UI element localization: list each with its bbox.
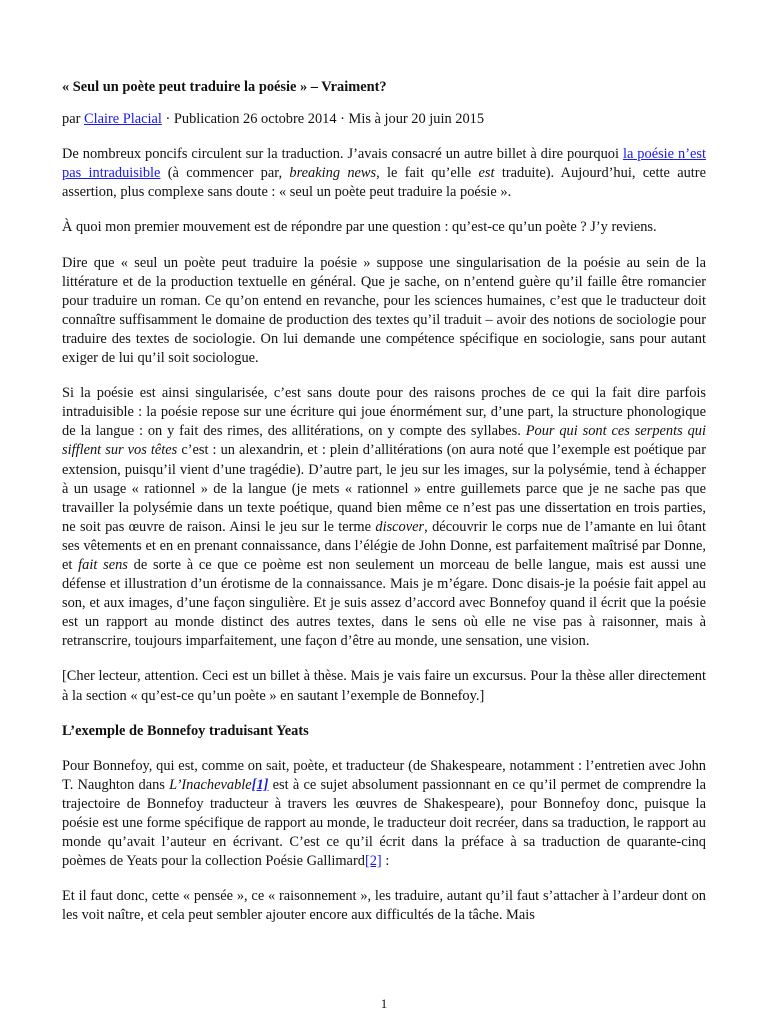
p1-text-c: , le fait qu’elle <box>376 165 479 182</box>
footnote-link-1[interactable]: [1] <box>251 776 269 793</box>
paragraph-4 <box>62 384 706 651</box>
p6-book-title: L’Inachevable <box>169 776 252 793</box>
paragraph-6 <box>62 757 706 872</box>
p4-text-a: Si la poésie est ainsi singularisée, c’est sans doute pour des raisons proches de ce qui la fait dire parfois intraduisible : la poésie repose sur une écriture qui joue énormément sur, d’une part, la structure phonologique de la langue : on y fait des rimes, des allitérations, on y compte des syllabes. <box>62 385 706 440</box>
p4-text-b: c’est : un alexandrin, et : plein d’allitérations (on aura noté que l’exemple est poétique par extension, puisqu’il vient d’une tragédie). D’autre part, le jeu sur les images, sur la polysémie, tend à échapper à un usage « rationnel » de la langue (je mets « rationnel » entre guillemets parce que je ne sache pas que travailler la polysémie dans un texte poétique, quand bien même ce n’est pas une dissertation en trois parties, ne soit pas œuvre de raison. Ainsi le jeu sur le terme <box>62 442 706 535</box>
byline <box>62 110 706 129</box>
document-page <box>62 78 706 925</box>
p6-text-b: est à ce sujet absolument passionnant en ce qu’il permet de comprendre la trajectoire de Bonnefoy traducteur à travers les œuvres de Shakespeare), pour Bonnefoy donc, puisque la poésie est une forme spécifique de rapport au monde, le traducteur doit recréer, dans sa traduction, le rapport au monde qu’avait l’auteur en écrivant. C’est ce qu’il écrit dans la préface à sa traduction de quarante-cinq poèmes de Yeats pour la collection Poésie Gallimard <box>62 776 706 870</box>
p1-text-a: De nombreux poncifs circulent sur la traduction. J’avais consacré un autre billet à dire pourquoi <box>62 146 623 163</box>
intraduisible-link[interactable]: la poésie n’est pas intraduisible <box>62 146 707 182</box>
p1-emphasis-est: est <box>478 165 495 182</box>
p4-text-d: de sorte à ce que ce poème est non seulement un morceau de belle langue, mais est aussi une défense et illustration d’un érotisme de la connaissance. Mais je m’égare. Donc disais-je la poésie fait appel au son, et aux images, d’une façon singulière. Et je suis assez d’accord avec Bonnefoy quand il écrit que la poésie est un rapport au monde distinct des autres textes, dans le sens où elle ne vise pas à raisonner, mais à retranscrire, toujours imparfaitement, une façon d’être au monde, une sensation, une vision. <box>62 556 707 650</box>
p4-emphasis-fait-sens: fait sens <box>78 556 128 573</box>
paragraph-2: À quoi mon premier mouvement est de répondre par une question : qu’est-ce qu’un poète ? J’y reviens. <box>62 219 657 236</box>
section-heading: L’exemple de Bonnefoy traduisant Yeats <box>62 722 309 739</box>
page-number: 1 <box>380 996 388 1011</box>
p4-quote-alexandrin: Pour qui sont ces serpents qui sifflent sur vos têtes <box>62 423 706 459</box>
p1-text-b: (à commencer par, <box>160 165 290 182</box>
byline-prefix: par <box>62 111 84 128</box>
author-link[interactable]: Claire Placial <box>83 111 162 128</box>
p4-emphasis-discover: discover <box>375 518 425 535</box>
paragraph-7: Et il faut donc, cette « pensée », ce « raisonnement », les traduire, autant qu’il faut s’attacher à l’ardeur dont on les voit naître, et cela peut sembler ajouter encore aux difficultés de la tâche. Mais <box>62 888 706 924</box>
p1-text-d: traduite). Aujourd’hui, cette autre assertion, plus complexe sans doute : « seul un poète peut traduire la poésie ». <box>62 165 706 201</box>
p6-text-c: : <box>381 853 390 870</box>
byline-dates: · Publication 26 octobre 2014 · Mis à jour 20 juin 2015 <box>161 111 485 128</box>
footnote-link-2[interactable]: [2] <box>364 853 382 870</box>
paragraph-5: [Cher lecteur, attention. Ceci est un billet à thèse. Mais je vais faire un excursus. Pour la thèse aller directement à la section « qu’est-ce qu’un poète » en sautant l’exemple de Bonnefoy.] <box>62 668 706 704</box>
p4-text-c: , découvrir le corps nue de l’amante en lui ôtant ses vêtements et en en prenant connaissance, dans l’élégie de John Donne, est parfaitement maîtrisé par Donne, et <box>62 518 706 573</box>
p1-emphasis-breaking-news: breaking news <box>289 165 377 182</box>
paragraph-3: Dire que « seul un poète peut traduire la poésie » suppose une singularisation de la poésie au sein de la littérature et de la production textuelle en général. Que je sache, on n’entend guère qu’il faille être romancier pour traduire un roman. Ce qu’on entend en revanche, pour les sciences humaines, c’est que le traducteur doit connaître suffisamment le domaine de production des textes qu’il traduit – avoir des notions de sociologie pour traduire des textes de sociologie. On lui demande une compétence spécifique en sociologie, sans pour autant exiger de lui qu’il soit sociologue. <box>62 254 706 367</box>
article-title: « Seul un poète peut traduire la poésie » – Vraiment? <box>62 79 387 95</box>
paragraph-1 <box>62 145 706 202</box>
p6-text-a: Pour Bonnefoy, qui est, comme on sait, poète, et traducteur (de Shakespeare, notamment : l’entretien avec John T. Naughton dans <box>62 757 706 793</box>
